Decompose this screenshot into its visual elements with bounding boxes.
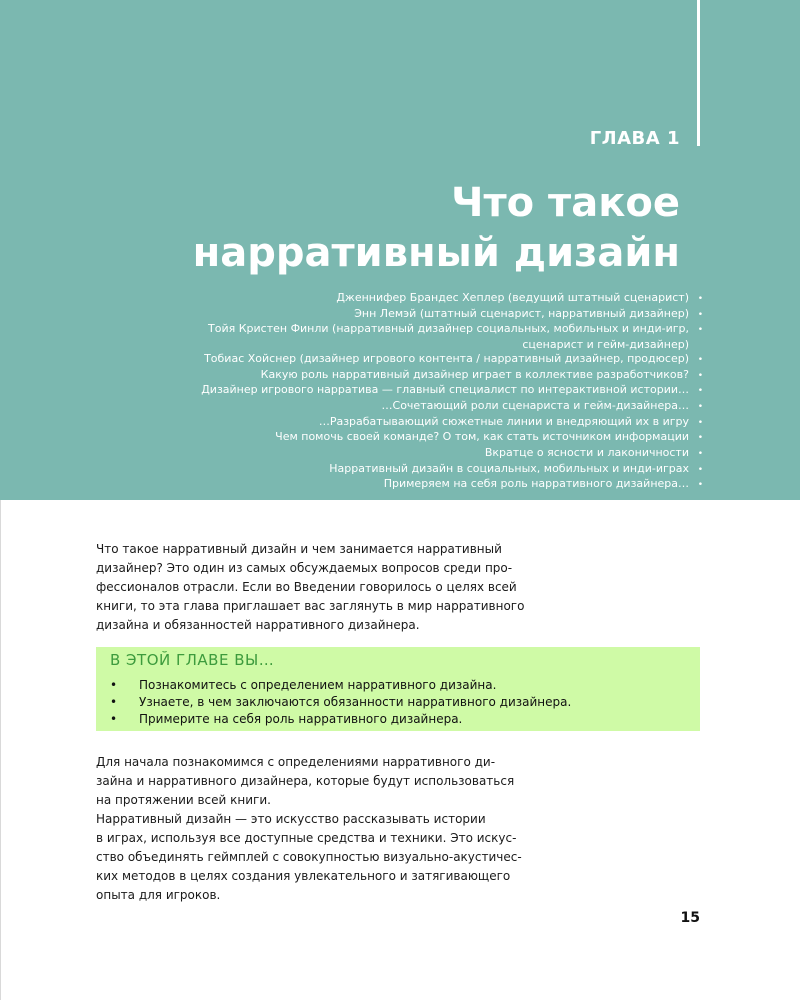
toc-item: …Разрабатывающий сюжетные линии и внедряющий их в игру •: [103, 415, 703, 431]
toc-item: Примеряем на себя роль нарративного дизайнера… •: [103, 477, 703, 493]
toc-item: Какую роль нарративный дизайнер играет в коллективе разработчиков? •: [103, 368, 703, 384]
text-line: фессионалов отрасли. Если во Введении говорилось о целях всей: [96, 580, 517, 594]
bullet-icon: •: [697, 433, 703, 444]
toc-item: Чем помочь своей команде? О том, как стать источником информации •: [103, 430, 703, 446]
definitions-intro-paragraph: [96, 753, 521, 810]
bullet-icon: •: [697, 401, 703, 412]
text-line: дизайнер? Это один из самых обсуждаемых вопросов среди про-: [96, 561, 513, 575]
bullet-icon: •: [697, 449, 703, 460]
bullet-icon: •: [697, 294, 703, 304]
chapter-goals-box: [96, 647, 700, 731]
intro-paragraph: [96, 540, 525, 635]
text-line: дизайна и обязанностей нарративного дизайнера.: [96, 618, 420, 632]
text-line: ких методов в целях создания увлекательного и затягивающего: [96, 869, 511, 883]
bullet-icon: •: [697, 480, 703, 491]
bullet-icon: •: [697, 464, 703, 475]
toc-item: Энн Лемэй (штатный сценарист, нарративный дизайнер) •: [103, 307, 703, 323]
text-line: опыта для игроков.: [96, 888, 221, 902]
page-number: 15: [680, 910, 700, 926]
text-line: Нарративный дизайн — это искусство рассказывать истории: [96, 812, 486, 826]
toc-item: Нарративный дизайн в социальных, мобильных и инди-играх •: [103, 462, 703, 478]
text-line: в играх, используя все доступные средства и техники. Это искус-: [96, 831, 517, 845]
definition-paragraph: [96, 810, 521, 905]
bullet-icon: •: [697, 370, 703, 381]
goal-item: • Познакомитесь с определением нарративного дизайна.: [110, 678, 497, 692]
page-edge: [0, 500, 1, 1000]
chapter-label: ГЛАВА 1: [589, 128, 680, 149]
bullet-icon: •: [697, 309, 703, 320]
goal-item: • Узнаете, в чем заключаются обязанности нарративного дизайнера.: [110, 695, 572, 709]
bullet-icon: •: [110, 695, 118, 709]
chapter-title: [80, 178, 680, 278]
toc-item: Дизайнер игрового нарратива — главный специалист по интерактивной истории… •: [103, 383, 703, 399]
toc-item: Тобиас Хойснер (дизайнер игрового контента / нарративный дизайнер, продюсер) •: [103, 352, 703, 368]
bullet-icon: •: [110, 678, 118, 692]
bullet-icon: •: [697, 325, 703, 336]
toc-item: …Сочетающий роли сценариста и гейм-дизайнера… •: [103, 399, 703, 415]
toc-item: Вкратце о ясности и лаконичности •: [103, 446, 703, 462]
bullet-icon: •: [110, 712, 118, 726]
bullet-icon: •: [697, 386, 703, 397]
toc-item: Тойя Кристен Финли (нарративный дизайнер социальных, мобильных и инди-игр, •: [103, 322, 703, 338]
chapter-contents: [103, 291, 703, 493]
chapter-rule: [697, 0, 700, 146]
text-line: зайна и нарративного дизайнера, которые будут использоваться: [96, 774, 515, 788]
goal-item: • Примерите на себя роль нарративного дизайнера.: [110, 712, 463, 726]
toc-item-continuation: сценарист и гейм-дизайнер): [522, 338, 689, 352]
goals-list: [110, 677, 571, 728]
bullet-icon: •: [697, 354, 703, 365]
text-line: Что такое нарративный дизайн и чем занимается нарративный: [96, 542, 502, 556]
text-line: ство объединять геймплей с совокупностью визуально-акустичес-: [96, 850, 522, 864]
toc-item: Дженнифер Брандес Хеплер (ведущий штатный сценарист) •: [103, 291, 703, 307]
title-line: Что такое: [451, 180, 680, 226]
text-line: книги, то эта глава приглашает вас заглянуть в мир нарративного: [96, 599, 525, 613]
title-line: нарративный дизайн: [192, 230, 680, 276]
text-line: Для начала познакомимся с определениями нарративного ди-: [96, 755, 496, 769]
callout-title: В ЭТОЙ ГЛАВЕ ВЫ…: [110, 651, 275, 669]
bullet-icon: •: [697, 417, 703, 428]
text-line: на протяжении всей книги.: [96, 793, 271, 807]
